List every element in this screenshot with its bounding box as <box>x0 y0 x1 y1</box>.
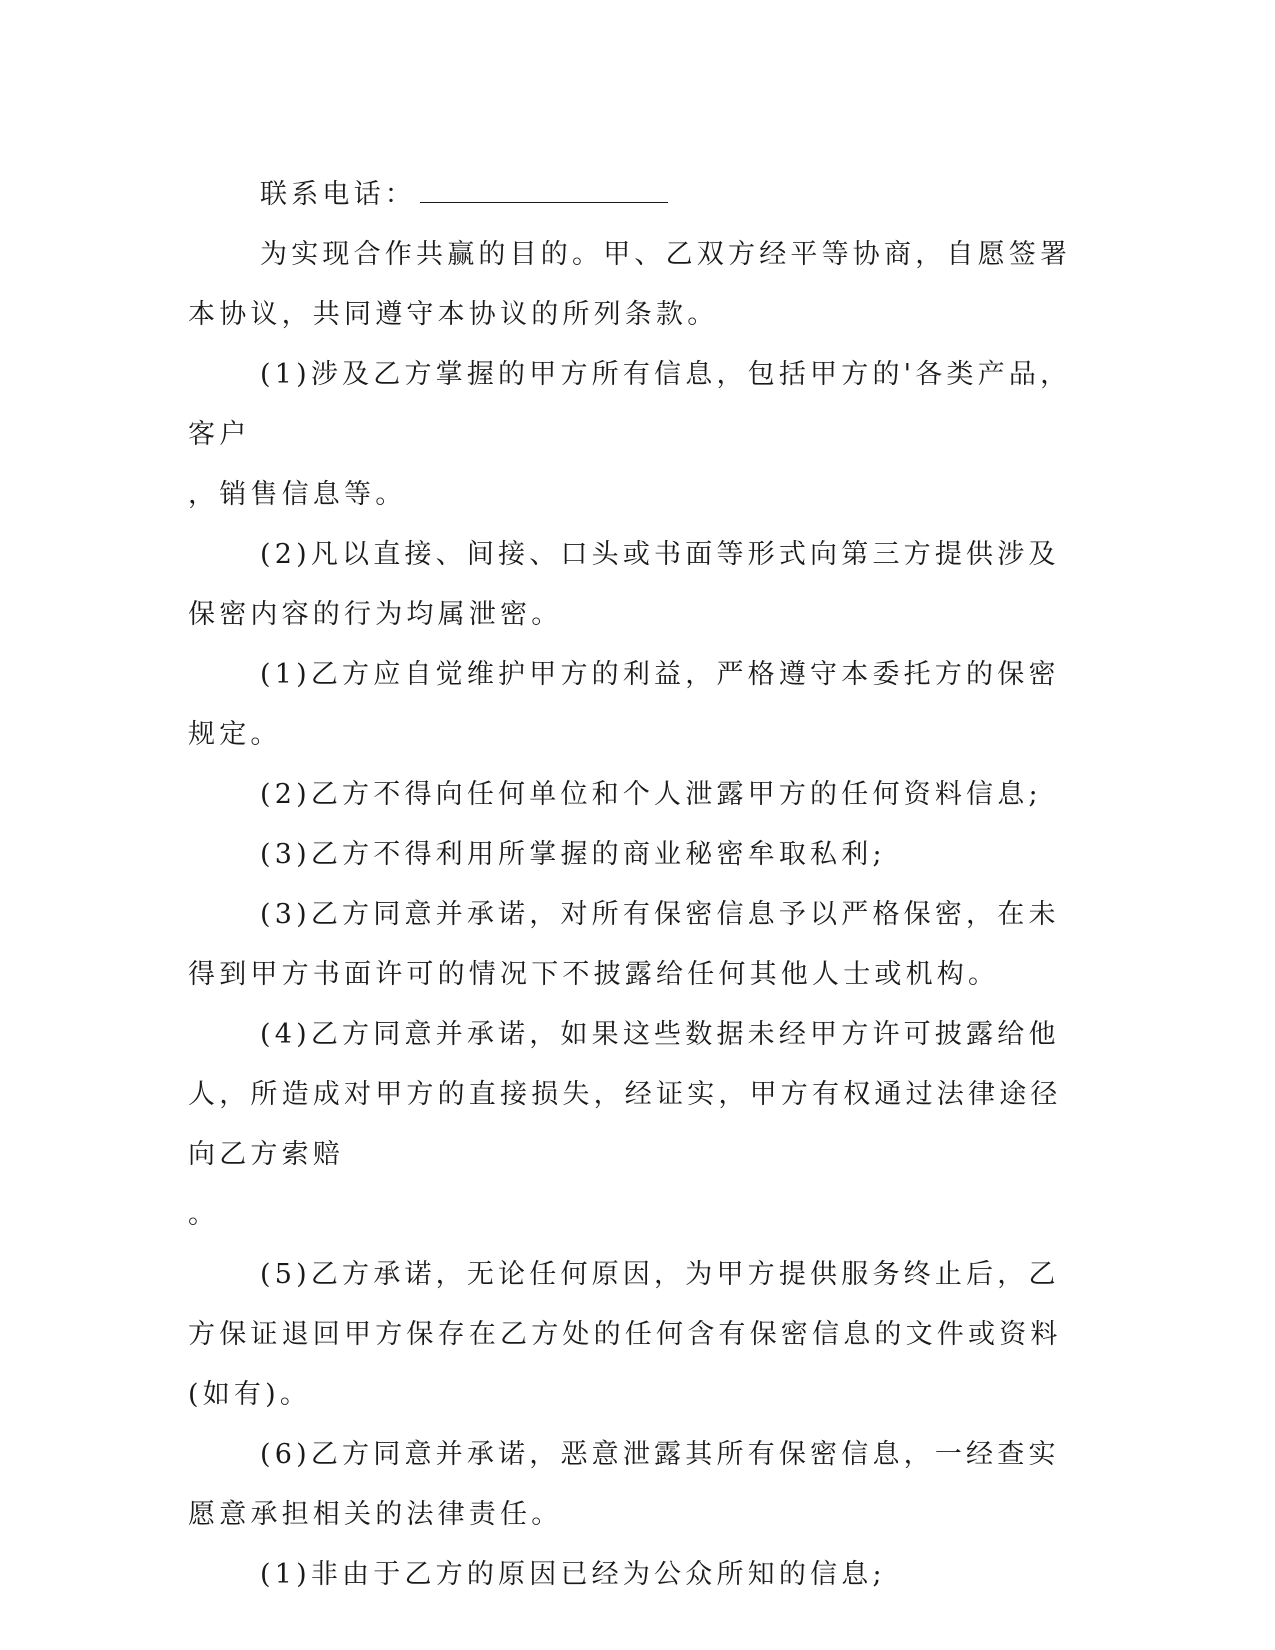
paragraph: (6)乙方同意并承诺，恶意泄露其所有保密信息，一经查实愿意承担相关的法律责任。 <box>188 1439 1060 1530</box>
paragraph: (2)凡以直接、间接、口头或书面等形式向第三方提供涉及保密内容的行为均属泄密。 <box>188 539 1060 630</box>
paragraph: (2)乙方不得向任何单位和个人泄露甲方的任何资料信息; <box>260 779 1042 810</box>
paragraph: (3)乙方不得利用所掌握的商业秘密牟取私利; <box>260 839 886 870</box>
paragraph: (1)涉及乙方掌握的甲方所有信息，包括甲方的'各类产品，客户 ，销售信息等。 <box>188 359 1072 510</box>
paragraph: 为实现合作共赢的目的。甲、乙双方经平等协商，自愿签署本协议，共同遵守本协议的所列条款。 <box>188 239 1072 330</box>
paragraph: (4)乙方同意并承诺，如果这些数据未经甲方许可披露给他人，所造成对甲方的直接损失，经证实，甲方有权通过法律途径向乙方索赔 。 <box>188 1019 1062 1230</box>
paragraph: (1)非由于乙方的原因已经为公众所知的信息; <box>260 1559 886 1590</box>
paragraph: (5)乙方承诺，无论任何原因，为甲方提供服务终止后，乙方保证退回甲方保存在乙方处的任何含有保密信息的文件或资料(如有)。 <box>188 1259 1062 1410</box>
paragraph: (3)乙方同意并承诺，对所有保密信息予以严格保密，在未得到甲方书面许可的情况下不披露给任何其他人士或机构。 <box>188 899 1060 990</box>
contact-phone-label: 联系电话： <box>260 179 416 210</box>
contact-phone-blank <box>420 201 668 203</box>
paragraph: (1)乙方应自觉维护甲方的利益，严格遵守本委托方的保密规定。 <box>188 659 1060 750</box>
document-body <box>188 165 1078 1605</box>
contact-phone-line <box>188 165 1078 225</box>
